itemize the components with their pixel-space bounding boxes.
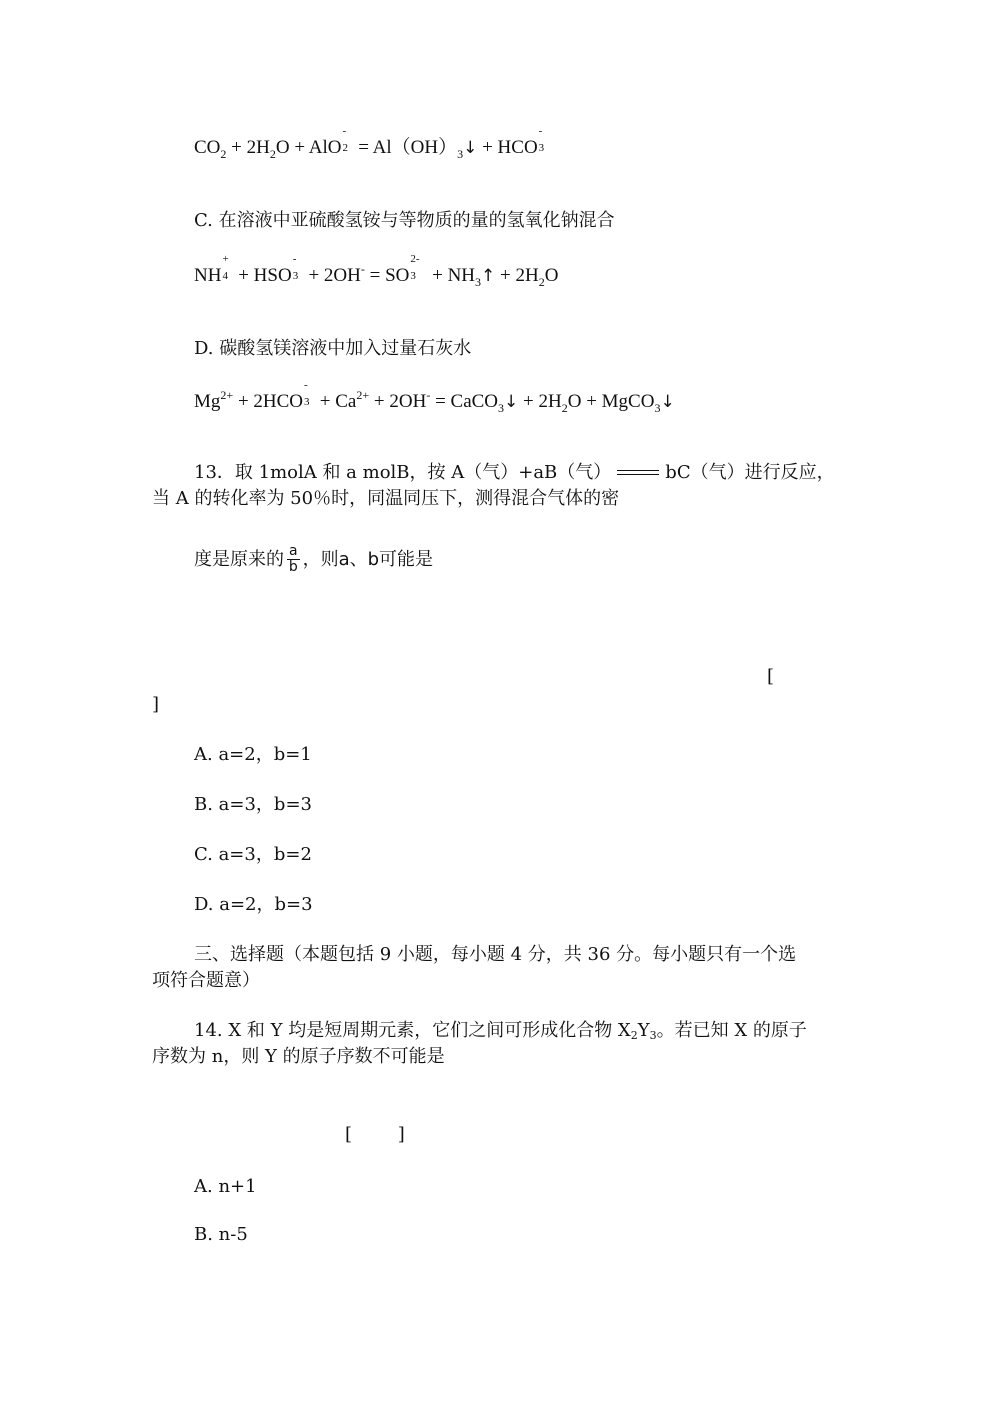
option-c-text: C. 在溶液中亚硫酸氢铵与等物质的量的氢氧化钠混合 [194, 210, 615, 231]
density-fraction: $\frac{a}{b}$ [288, 543, 298, 576]
section-3-heading-line-2: 项符合题意） [152, 970, 260, 991]
section-3-heading-line-1: 三、选择题（本题包括 9 小题，每小题 4 分，共 36 分。每小题只有一个选 [194, 944, 797, 965]
precipitate-arrow-icon: ↓ [660, 392, 675, 412]
precipitate-arrow-icon: ↓ [463, 138, 478, 158]
equation-option-c: NH + 4 + HSO - 3 + 2OH- = SO 2- 3 + $NH_3↑ + 2H_2O$ [194, 253, 559, 289]
precipitate-arrow-icon: ↓ [504, 392, 519, 412]
q14-option-b: B. n-5 [194, 1224, 248, 1245]
equation-option-b: $CO_2 + 2H_2O$ + AlO - 2 = $Al(OH)_3↓$ + HCO - 3 [194, 125, 545, 161]
q13-option-d: D. a=2，b=3 [194, 894, 313, 915]
q13-answer-bracket-close: ] [152, 694, 160, 715]
q14-answer-bracket: [ ] [345, 1124, 405, 1145]
q14-line-2: 序数为 n，则 Y 的原子序数不可能是 [152, 1046, 445, 1067]
q13-option-a: A. a=2，b=1 [194, 744, 312, 765]
q13-option-c: C. a=3，b=2 [194, 844, 312, 865]
q14-line-1: 14. X 和 Y 均是短周期元素，它们之间可形成化合物 X2Y3。若已知 X 的原子 [194, 1020, 807, 1042]
q13-line-1: 13．取 1molA 和 a molB，按 A（气）+aB（气） bC（气）进行反应， [194, 462, 835, 483]
option-d-text: D. 碳酸氢镁溶液中加入过量石灰水 [194, 338, 472, 359]
q13-option-b: B. a=3，b=3 [194, 794, 312, 815]
q14-option-a: A. n+1 [194, 1176, 257, 1197]
gas-arrow-icon: ↑ [481, 266, 496, 286]
equation-option-d: $Mg^{2+} + 2HCO$ - 3 + $Ca^{2+} + 2OH^-$ = CaCO$_3$↓ + $2H_2O$ + MgCO$_3$↓ [194, 379, 675, 415]
q13-line-2: 当 A 的转化率为 50％时，同温同压下，测得混合气体的密 [152, 488, 620, 509]
equilibrium-arrow-icon [617, 469, 659, 477]
q13-line-3: 度是原来的 $\frac{a}{b}$ ，则a、b可能是 [194, 543, 434, 576]
q13-answer-bracket-open: [ [767, 666, 775, 687]
